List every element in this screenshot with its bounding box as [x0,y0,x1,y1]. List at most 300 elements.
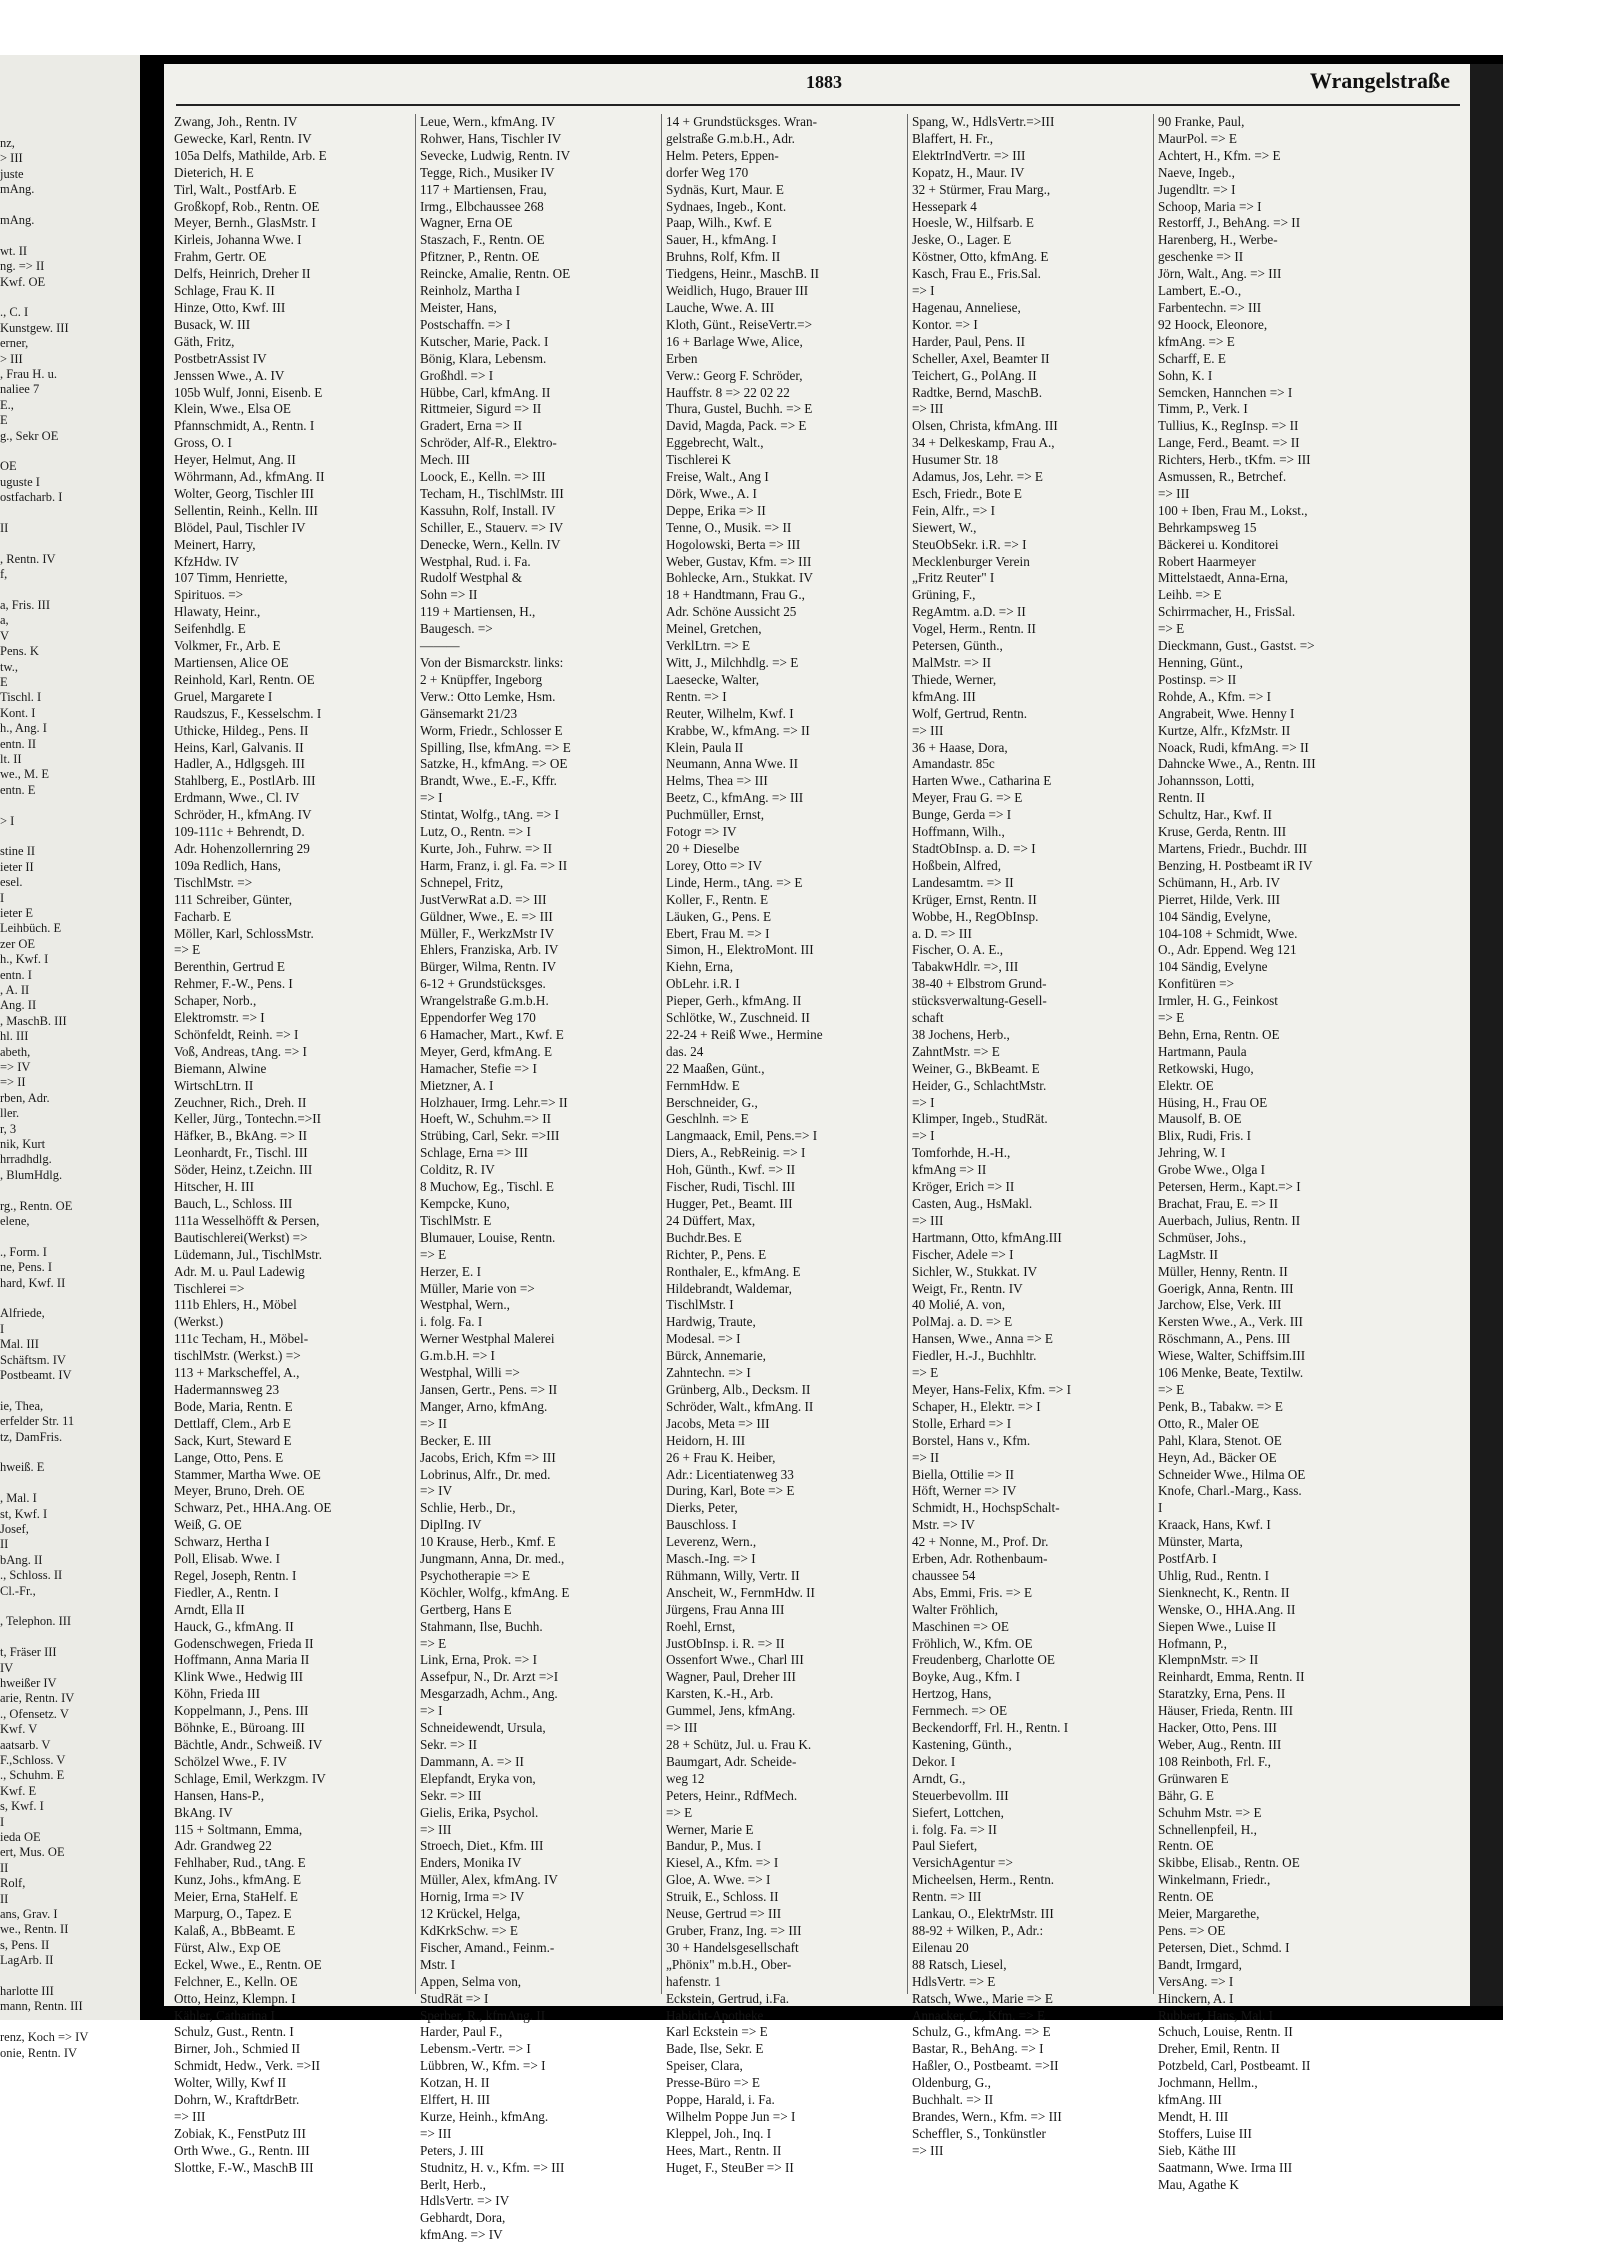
directory-entry: Hitscher, H. III [174,1179,255,1195]
directory-entry: VersichAgentur => [912,1855,1013,1871]
directory-entry: Jörn, Walt., Ang. => III [1158,266,1282,282]
directory-entry: Münster, Marta, [1158,1534,1243,1550]
directory-entry: Weidlich, Hugo, Brauer III [666,283,809,299]
directory-entry: Abs, Emmi, Fris. => E [912,1584,1033,1600]
directory-entry: Hartmann, Paula [1158,1043,1247,1059]
directory-entry: Irmler, H. G., Feinkost [1158,993,1278,1009]
directory-entry: Rehmer, F.-W., Pens. I [174,976,293,992]
directory-entry: 2 + Knüpffer, Ingeborg [420,671,543,687]
directory-entry: kfmAng => II [912,1162,987,1178]
directory-entry: Hinckern, A. I [1158,1990,1234,2006]
directory-entry: Beetz, C., kfmAng. => III [666,790,804,806]
left-page-line: Josef, [0,1522,29,1536]
directory-entry: Schirrmacher, H., FrisSal. [1158,604,1296,620]
directory-entry: Henning, Günt., [1158,655,1243,670]
directory-entry: Fernmech. => OE [912,1703,1008,1719]
left-page-line: ostfacharb. I [0,490,63,505]
directory-entry: Bauch, L., Schloss. III [174,1196,293,1211]
directory-entry: Esch, Friedr., Bote E [912,485,1022,501]
directory-entry: Leue, Wern., kfmAng. IV [420,114,556,129]
left-page-line: ie, Thea, [0,1398,44,1413]
directory-entry: Weber, Gustav, Kfm. => III [666,553,812,569]
directory-entry: Schultz, Har., Kwf. II [1158,807,1272,823]
left-page-line: ller. [0,1106,20,1121]
directory-entry: Rentn. OE [1158,1838,1214,1854]
directory-entry: Weiner, G., BkBeamt. E [912,1060,1040,1076]
directory-entry: Schnepel, Fritz, [420,874,504,890]
directory-entry: (Werkst.) [174,1314,224,1330]
entry-column-3 [666,114,904,2175]
left-page-line: zer OE [0,936,36,951]
directory-entry: Bauschloss. I [666,1517,737,1533]
directory-entry: Wobbe, H., RegObInsp. [912,908,1039,924]
directory-entry: Lankau, O., ElektrMstr. III [912,1906,1054,1922]
directory-entry: Fehlhaber, Rud., tAng. E [174,1855,306,1871]
directory-entry: Lutz, O., Rentn. => I [420,824,531,840]
directory-entry: Meinert, Harry, [174,536,256,552]
directory-entry: Schröder, Walt., kfmAng. II [666,1398,814,1414]
directory-entry: Hogolowski, Berta => III [666,536,801,552]
left-page-line: mAng. [0,213,35,227]
directory-entry: => E [420,1635,447,1651]
directory-entry: Klein, Paula II [666,739,744,755]
directory-entry: Hornig, Irma => IV [420,1889,525,1905]
directory-entry: Schlage, Erna => III [420,1145,528,1161]
entry-column-1 [174,114,412,2175]
directory-entry: O., Adr. Eppend. Weg 121 [1158,942,1297,958]
directory-entry: Colditz, R. IV [420,1162,495,1178]
directory-entry: Hadler, A., Hdlgsgeh. III [174,756,305,772]
left-page-line: Postbeamt. IV [0,1368,72,1382]
directory-entry: Rudolf Westphal & [420,570,522,586]
left-page-line: => IV [0,1060,31,1074]
directory-entry: Baugesch. => [420,621,493,637]
left-page-line: Kont. I [0,705,36,720]
directory-entry: Gummel, Jens, kfmAng. [666,1703,796,1719]
left-page-line: ., Schloss. II [0,1568,63,1583]
directory-entry: FernmHdw. E [666,1077,740,1093]
directory-entry: Kontor. => I [912,316,978,332]
directory-entry: schaft [912,1010,944,1026]
directory-entry: 105a Delfs, Mathilde, Arb. E [174,147,327,163]
directory-entry: Haßler, O., Postbeamt. =>II [912,2058,1059,2074]
directory-entry: Skibbe, Elisab., Rentn. OE [1158,1855,1300,1871]
directory-entry: Langmaack, Emil, Pens.=> I [666,1128,818,1144]
directory-entry: Kassuhn, Rolf, Install. IV [420,502,556,518]
directory-entry: Mietzner, A. I [420,1077,494,1093]
directory-entry: Stolle, Erhard => I [912,1415,1012,1431]
directory-entry: => E [666,1804,693,1820]
left-page-line: entn. II [0,736,37,751]
directory-entry: => III [420,1821,452,1837]
directory-entry: Hugger, Pet., Beamt. III [666,1196,793,1211]
directory-entry: Freudenberg, Charlotte OE [912,1652,1055,1668]
directory-entry: Keller, Jürg., Tontechn.=>II [174,1111,321,1127]
directory-entry: Schmüser, Johs., [1158,1229,1247,1245]
directory-entry: Kurte, Joh., Fuhrw. => II [420,840,552,856]
directory-entry: HdlsVertr. => E [912,1973,996,1989]
directory-entry: Karl Eckstein => E [666,2024,768,2040]
directory-entry: Tiedgens, Heinr., MaschB. II [666,266,819,282]
directory-entry: Schiller, E., Stauerv. => IV [420,519,564,535]
directory-entry: Beckendorff, Frl. H., Rentn. I [912,1720,1069,1736]
directory-entry: Bohlecke, Arn., Stukkat. IV [666,570,813,586]
directory-entry: Leihb. => E [1158,587,1222,603]
directory-entry: Biella, Ottilie => II [912,1466,1015,1482]
directory-entry: 14 + Grundstücksges. Wran- [666,114,817,129]
directory-entry: Blix, Rudi, Fris. I [1158,1128,1252,1144]
directory-entry: Studnitz, H. v., Kfm. => III [420,2159,565,2175]
directory-entry: Hüsing, H., Frau OE [1158,1094,1268,1110]
directory-entry: Häfker, B., BkAng. => II [174,1128,308,1144]
directory-entry: Irmg., Elbchaussee 268 [420,198,544,214]
directory-entry: Thiede, Werner, [912,671,997,687]
left-page-line: uguste I [0,474,40,489]
directory-entry: Stammer, Martha Wwe. OE [174,1466,321,1482]
directory-entry: Steuerbevollm. III [912,1787,1009,1803]
directory-entry: David, Magda, Pack. => E [666,418,807,434]
directory-entry: Fröhlich, W., Kfm. OE [912,1635,1033,1651]
directory-entry: Meinel, Gretchen, [666,621,762,637]
directory-entry: I [1158,1500,1163,1516]
left-page-line: Kwf. V [0,1722,38,1737]
directory-entry: Helms, Thea => III [666,773,768,789]
directory-entry: Güldner, Wwe., E. => III [420,908,553,924]
directory-entry: Techam, H., TischlMstr. III [420,485,564,501]
directory-entry: Petersen, Günth., [912,638,1003,654]
directory-entry: Mecklenburger Verein [912,553,1030,569]
directory-entry: Postinsp. => II [1158,671,1237,687]
page-edge-shadow [1470,64,1503,2006]
directory-entry: 109-111c + Behrendt, D. [174,824,305,840]
directory-entry: Arndt, G., [912,1770,966,1786]
left-page-line: erfelder Str. 11 [0,1414,75,1429]
directory-entry: Semcken, Hannchen => I [1158,384,1293,400]
directory-entry: Lange, Ferd., Beamt. => II [1158,435,1300,451]
directory-entry: KlempnMstr. => II [1158,1652,1259,1668]
directory-entry: Sydnaes, Ingeb., Kont. [666,198,787,214]
directory-entry: Hauffstr. 8 => 22 02 22 [666,384,790,400]
directory-entry: MaurPol. => E [1158,130,1237,146]
left-page-line: Schäftsm. IV [0,1352,66,1367]
directory-entry: Hessepark 4 [912,198,977,214]
left-page-line: ert, Mus. OE [0,1845,65,1860]
directory-entry: Harder, Paul, Pens. II [912,333,1026,349]
directory-entry: 30 + Handelsgesellschaft [666,1939,799,1955]
column-divider [415,114,416,1994]
directory-entry: Adr. Schöne Aussicht 25 [666,604,797,620]
directory-entry: 88 Ratsch, Liesel, [912,1956,1007,1972]
directory-entry: Läuken, G., Pens. E [666,908,772,924]
directory-entry: 111a Wesselhöfft & Persen, [174,1212,320,1228]
left-page-line: r, 3 [0,1121,17,1136]
directory-entry: Casten, Aug., HsMakl. [912,1196,1033,1211]
directory-entry: Schneider Wwe., Hilma OE [1158,1466,1306,1482]
directory-entry: => III [912,722,944,738]
directory-entry: Fischer, Amand., Feinm.- [420,1939,555,1955]
directory-entry: Bächtle, Andr., Schweiß. IV [174,1737,323,1752]
directory-entry: Presse-Büro => E [666,2075,760,2091]
directory-entry: 104 Sändig, Evelyne [1158,959,1268,975]
directory-entry: Rentn. OE [1158,1889,1214,1905]
directory-entry: Speiser, Clara, [666,2058,743,2074]
directory-entry: Schmidt, Hedw., Verk. =>II [174,2058,320,2074]
directory-entry: a. D. => III [912,925,972,941]
directory-entry: Poppe, Harald, i. Fa. [666,2092,775,2108]
directory-entry: Heyn, Ad., Bäcker OE [1158,1449,1277,1465]
directory-entry: Retkowski, Hugo, [1158,1060,1254,1076]
directory-entry: Siefert, Lottchen, [912,1804,1004,1820]
directory-entry: => I [420,1703,443,1719]
directory-entry: Martens, Friedr., Buchdr. III [1158,840,1308,856]
directory-entry: Deppe, Erika => II [666,502,766,518]
directory-page [164,64,1470,2243]
directory-entry: Voß, Andreas, tAng. => I [174,1043,307,1059]
directory-entry: 105b Wulf, Jonni, Eisenb. E [174,384,323,400]
directory-entry: MalMstr. => II [912,655,991,670]
directory-entry: Hlawaty, Heinr., [174,604,261,620]
left-page-line: I [0,1814,5,1829]
directory-entry: Eilenau 20 [912,1939,969,1955]
directory-entry: Lüdemann, Jul., TischlMstr. [174,1246,323,1262]
directory-entry: Kastening, Günth., [912,1737,1012,1752]
directory-entry: Paul Siefert, [912,1838,978,1854]
directory-entry: Rittmeier, Sigurd => II [420,401,542,417]
directory-entry: KfzHdw. IV [174,553,240,569]
directory-entry: Hardwig, Traute, [666,1314,756,1330]
directory-entry: 111 Schreiber, Günter, [174,891,293,907]
left-page-line: Pens. K [0,644,39,659]
directory-entry: Reinhold, Karl, Rentn. OE [174,671,315,687]
directory-entry: => E [174,942,201,958]
directory-entry: Elektromstr. => I [174,1010,265,1026]
directory-entry: => E [1158,1381,1185,1397]
directory-entry: Pierret, Hilde, Verk. III [1158,891,1281,907]
directory-entry: Rentn. => III [912,1889,982,1905]
directory-entry: Volkmer, Fr., Arb. E [174,638,281,654]
directory-entry: Uthicke, Hildeg., Pens. II [174,722,309,738]
left-page-line: juste [0,166,24,181]
left-page-line: IV [0,1660,14,1675]
directory-entry: Sienknecht, K., Rentn. II [1158,1584,1290,1600]
directory-entry: Sevecke, Ludwig, Rentn. IV [420,147,571,163]
directory-entry: Spang, W., HdlsVertr.=>III [912,114,1055,129]
directory-entry: Heyer, Helmut, Ang. II [174,452,296,468]
left-page-line: LagArb. II [0,1953,54,1968]
left-page-line: ., Form. I [0,1244,47,1259]
left-page-line: , MaschB. III [0,1013,67,1028]
directory-entry: Sohn, K. I [1158,367,1213,383]
directory-entry: Bandt, Irmgard, [1158,1956,1242,1972]
directory-entry: Jacobs, Erich, Kfm => III [420,1449,556,1465]
directory-entry: Micheelsen, Herm., Rentn. [912,1872,1055,1888]
directory-entry: 22-24 + Reiß Wwe., Hermine [666,1026,823,1042]
directory-entry: Sydnäs, Kurt, Maur. E [666,181,784,197]
directory-entry: Brandt, Wwe., E.-F., Kffr. [420,773,557,789]
left-page-line: we., Rentn. II [0,1922,69,1937]
directory-entry: Blödel, Paul, Tischler IV [174,519,306,535]
directory-entry: Sekr. => III [420,1787,482,1803]
directory-entry: 22 Maaßen, Günt., [666,1060,765,1076]
directory-entry: Adamus, Jos, Lehr. => E [912,469,1043,485]
directory-entry: 111b Ehlers, H., Möbel [174,1297,297,1313]
left-page-line: > I [0,813,15,828]
directory-entry: Wenske, O., HHA.Ang. II [1158,1601,1296,1617]
directory-entry: Wilhelm Poppe Jun => I [666,2108,796,2124]
directory-entry: Westphal, Wern., [420,1297,510,1313]
directory-entry: Mittelstaedt, Anna-Erna, [1158,570,1289,586]
directory-entry: Tirl, Walt., PostfArb. E [174,181,297,197]
directory-entry: Kruse, Gerda, Rentn. III [1158,824,1287,840]
directory-entry: Strübing, Carl, Sekr. =>III [420,1128,560,1144]
directory-entry: Jochmann, Hellm., [1158,2075,1258,2091]
directory-entry: Schröder, Alf-R., Elektro- [420,435,557,451]
directory-entry: Winkelmann, Friedr., [1158,1872,1271,1888]
left-page-line: mann, Rentn. III [0,1999,83,2014]
directory-entry: Schulz, G., kfmAng. => E [912,2024,1051,2040]
directory-entry: Holzhauer, Irmg. Lehr.=> II [420,1094,568,1110]
directory-entry: Facharb. E [174,908,232,924]
directory-entry: Fein, Alfr., => I [912,502,996,518]
directory-entry: Mech. III [420,452,470,468]
directory-entry: Hansen, Wwe., Anna => E [912,1331,1053,1347]
left-page-line: Kunstgew. III [0,320,69,335]
directory-entry: Kotzan, H. II [420,2075,490,2091]
column-divider [907,114,908,1994]
directory-entry: Sellentin, Reinh., Kelln. III [174,502,318,518]
directory-entry: Staratzky, Erna, Pens. II [1158,1686,1286,1702]
directory-entry: Hagenau, Anneliese, [912,299,1021,315]
directory-entry: Grüning, F., [912,587,976,603]
left-page-line: V [0,628,10,643]
directory-entry: Angrabeit, Wwe. Henny I [1158,705,1295,721]
directory-entry: TischlMstr. => [174,874,253,890]
left-page-fragment [0,55,140,2060]
directory-entry: 107 Timm, Henriette, [174,570,288,586]
directory-entry: Huget, F., SteuBer => II [666,2159,794,2175]
directory-entry: Hoßbein, Alfred, [912,857,1001,873]
directory-entry: Verw.: Georg F. Schröder, [666,367,803,383]
directory-entry: Loock, E., Kelln. => III [420,469,546,485]
directory-entry: Scheller, Axel, Beamter II [912,350,1050,366]
directory-entry: Meister, Hans, [420,299,497,315]
directory-entry: kfmAng. III [912,688,976,704]
directory-entry: Buchhalt. => II [912,2092,994,2108]
directory-entry: Delfs, Heinrich, Dreher II [174,266,311,282]
directory-entry: Köchler, Wolfg., kfmAng. E [420,1584,570,1600]
left-page-line: esel. [0,875,23,890]
left-page-line: hl. III [0,1029,29,1044]
directory-entry: Wagner, Paul, Dreher III [666,1669,796,1685]
directory-entry: Mau, Agathe K [1158,2176,1239,2192]
directory-entry: Radtke, Bernd, MaschB. [912,384,1043,400]
directory-entry: Schmidt, H., HochspSchalt- [912,1500,1060,1516]
directory-entry: Weigt, Fr., Rentn. IV [912,1280,1023,1296]
directory-entry: Peters, Heinr., RdfMech. [666,1787,798,1803]
directory-entry: JustVerwRat a.D. => III [420,891,547,907]
directory-entry: Scharff, E. E [1158,350,1226,366]
directory-entry: Assefpur, N., Dr. Arzt =>I [420,1669,559,1685]
left-page-line: Kwf. E [0,1783,37,1798]
directory-entry: Dettlaff, Clem., Arb E [174,1415,291,1431]
directory-entry: 106 Menke, Beate, Textilw. [1158,1365,1304,1381]
directory-entry: Jeske, O., Lager. E [912,232,1012,248]
directory-entry: Enders, Monika IV [420,1855,522,1871]
directory-entry: Otto, Heinz, Klempn. I [174,1990,296,2006]
directory-entry: Stahlberg, E., PostlArb. III [174,773,316,789]
left-page-line: Ang. II [0,998,37,1013]
directory-entry: Weber, Aug., Rentn. III [1158,1737,1282,1752]
directory-entry: Möller, Karl, SchlossMstr. [174,925,314,941]
header-rule [176,104,1460,106]
directory-entry: Robert Haarmeyer [1158,553,1256,569]
left-page-line: ., Schuhm. E [0,1768,65,1783]
directory-entry: Adr. Hohenzollernring 29 [174,840,310,856]
directory-entry: WirtschLtrn. II [174,1077,254,1093]
directory-entry: Westphal, Willi => [420,1365,520,1381]
directory-entry: ——— [420,638,460,654]
directory-entry: 104 Sändig, Evelyne, [1158,908,1271,924]
directory-entry: Erben [666,350,698,366]
directory-entry: Denecke, Wern., Kelln. IV [420,536,561,552]
directory-entry: Dreher, Emil, Rentn. II [1158,2041,1280,2057]
directory-entry: Restorff, J., BehAng. => II [1158,215,1301,231]
directory-entry: Berschneider, G., [666,1094,758,1110]
directory-entry: Gradert, Erna => II [420,418,523,434]
directory-entry: Siepen Wwe., Luise II [1158,1618,1277,1634]
directory-entry: Paap, Wilh., Kwf. E [666,215,772,231]
directory-entry: Schuch, Louise, Rentn. II [1158,2024,1293,2040]
directory-entry: Kiesel, A., Kfm. => I [666,1855,779,1871]
directory-entry: Asmussen, R., Betrchef. [1158,469,1287,485]
directory-entry: Harten Wwe., Catharina E [912,773,1052,789]
directory-entry: Tomforhde, H.-H., [912,1145,1011,1161]
directory-entry: Hartmann, Otto, kfmAng.III [912,1229,1062,1245]
left-page-line: we., M. E [0,767,49,782]
directory-entry: Jarchow, Else, Verk. III [1158,1297,1282,1313]
left-page-line: I [0,1321,5,1336]
directory-entry: Otto, R., Maler OE [1158,1415,1260,1431]
directory-entry: kfmAng. => IV [420,2227,503,2243]
left-page-line: naliee 7 [0,382,40,397]
directory-entry: Bürck, Annemarie, [666,1348,766,1364]
directory-entry: Sieb, Käthe III [1158,2142,1236,2158]
directory-entry: Petersen, Herm., Kapt.=> I [1158,1179,1301,1195]
directory-entry: Uhlig, Rud., Rentn. I [1158,1567,1269,1583]
directory-entry: Jehring, W. I [1158,1145,1226,1161]
directory-entry: Gebhardt, Dora, [420,2210,506,2226]
directory-entry: Müller, Henny, Rentn. II [1158,1263,1288,1279]
directory-entry: Erdmann, Wwe., Cl. IV [174,790,300,806]
left-page-line: Mal. III [0,1337,39,1352]
directory-entry: G.m.b.H. => I [420,1348,495,1364]
directory-entry: Stroech, Diet., Kfm. III [420,1838,544,1854]
directory-entry: Rubbert, Hans, Mal. I [1158,2007,1274,2023]
directory-entry: Buchdr.Bes. E [666,1229,742,1245]
directory-entry: Ebert, Frau M. => I [666,925,770,941]
left-page-line: Kwf. OE [0,274,46,289]
directory-entry: 8 Muchow, Eg., Tischl. E [420,1179,554,1195]
directory-entry: chaussee 54 [912,1567,976,1583]
directory-entry: Slottke, F.-W., MaschB III [174,2159,314,2175]
directory-entry: Häuser, Frieda, Rentn. III [1158,1703,1293,1719]
directory-entry: Pahl, Klara, Stenot. OE [1158,1432,1282,1448]
directory-entry: i. folg. Fa. => II [912,1821,997,1837]
left-page-line: II [0,1860,9,1875]
directory-entry: Sekr. => II [420,1737,477,1752]
left-page-line: E [0,675,8,689]
directory-entry: Hansen, Hans-P., [174,1787,265,1803]
